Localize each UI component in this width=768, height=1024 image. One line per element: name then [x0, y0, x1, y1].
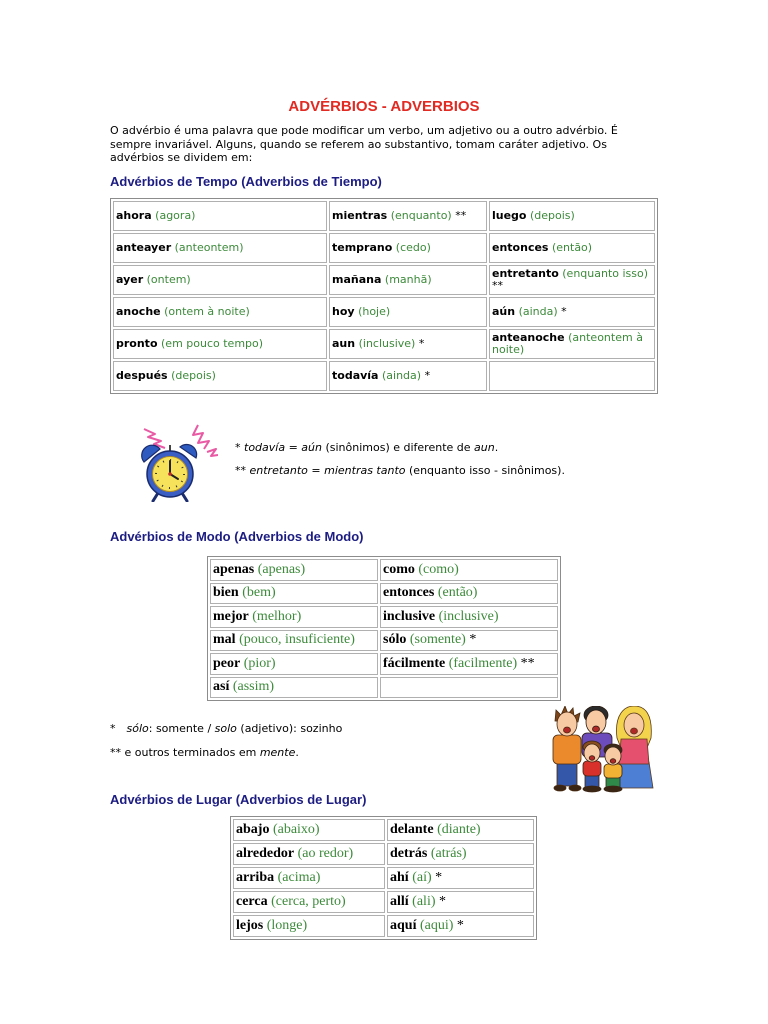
footnote-text: ** e outros terminados em	[110, 746, 260, 759]
ringing-line	[193, 425, 209, 449]
modo-cell	[210, 559, 378, 581]
section-heading-modo: Advérbios de Modo (Adverbios de Modo)	[110, 529, 364, 544]
adverb-translation: (melhor)	[252, 608, 302, 624]
ringing-line	[207, 449, 218, 456]
adverb-word: sólo	[383, 632, 407, 648]
adverb-word: pronto	[116, 337, 158, 350]
adverb-word: aquí	[390, 918, 417, 933]
footnote-term: entretanto = mientras tanto	[249, 464, 406, 477]
adverb-word: ahí	[390, 870, 409, 885]
table-row	[113, 265, 655, 295]
kid-left-shoe	[583, 786, 601, 792]
tempo-cell	[489, 297, 655, 327]
tempo-cell	[329, 361, 487, 391]
adverb-translation: (enquanto)	[390, 209, 452, 222]
tempo-cell	[329, 297, 487, 327]
adverb-word: después	[116, 369, 168, 382]
lugar-cell	[387, 843, 534, 865]
adverb-translation: (diante)	[437, 822, 481, 837]
table-row	[113, 297, 655, 327]
lugar-cell	[387, 915, 534, 937]
adverb-word: alrededor	[236, 846, 295, 861]
table-row	[210, 606, 558, 628]
family-cartoon-image	[547, 706, 657, 793]
adverb-word: bien	[213, 585, 239, 601]
adverb-word: lejos	[236, 918, 264, 933]
cartoon-kid-right	[604, 744, 622, 792]
footnote-todavia	[235, 441, 498, 454]
empty-cell	[380, 677, 558, 699]
table-row	[113, 233, 655, 263]
lugar-cell	[387, 819, 534, 841]
modo-table	[207, 556, 561, 701]
table-row	[113, 329, 655, 359]
footnote-text: : somente /	[148, 722, 215, 735]
woman-top	[619, 739, 649, 764]
table-row	[210, 630, 558, 652]
intro-line: sempre invariável. Alguns, quando se referem ao substantivo, tomam caráter adjetivo. Os	[110, 137, 607, 151]
intro-line: O advérbio é uma palavra que pode modificar um verbo, um adjetivo ou a outro advérbio. É	[110, 124, 618, 137]
adverb-word: como	[383, 561, 415, 577]
adverb-translation: (pouco, insuficiente)	[239, 632, 355, 648]
adverb-word: temprano	[332, 241, 393, 254]
lugar-table	[230, 816, 537, 940]
adverb-word: hoy	[332, 305, 355, 318]
adverb-word: mientras	[332, 209, 388, 222]
tempo-cell	[113, 265, 327, 295]
adverb-translation: (abaixo)	[272, 822, 320, 837]
footnote-entretanto	[235, 464, 565, 477]
adverb-translation: (atrás)	[430, 846, 467, 861]
adverb-translation: (bem)	[242, 585, 276, 601]
adverb-translation: (ontem)	[146, 273, 191, 286]
footnote-marker: **	[492, 279, 503, 292]
modo-cell	[210, 677, 378, 699]
adverb-translation: (hoje)	[358, 305, 391, 318]
adverb-translation: (depois)	[530, 209, 575, 222]
lugar-cell	[233, 843, 385, 865]
clock-leg	[182, 493, 187, 501]
tempo-cell	[113, 361, 327, 391]
footnote-term: mente	[259, 746, 296, 759]
lugar-cell	[387, 891, 534, 913]
intro-paragraph	[110, 124, 618, 165]
footnote-marker: *	[469, 632, 477, 648]
footnote-term: solo	[214, 722, 237, 735]
cartoon-kid-left	[583, 741, 601, 792]
tempo-cell	[329, 329, 487, 359]
kid-right-mouth	[610, 759, 616, 764]
adverb-word: fácilmente	[383, 655, 446, 671]
adverb-translation: (apenas)	[257, 561, 306, 577]
cartoon-man-left	[553, 706, 581, 791]
tempo-cell	[489, 265, 655, 295]
alarm-clock-image	[140, 424, 218, 502]
adverb-translation: (anteontem à noite)	[492, 331, 643, 356]
adverb-translation: (acima)	[277, 870, 321, 885]
footnote-marker: *	[435, 870, 443, 885]
footnote-marker: *	[235, 441, 244, 454]
footnote-marker: *	[424, 369, 431, 382]
adverb-word: entonces	[492, 241, 549, 254]
tempo-cell	[113, 329, 327, 359]
footnote-mente	[110, 746, 299, 759]
adverb-translation: (aí)	[412, 870, 432, 885]
table-row	[210, 559, 558, 581]
kid-right-shirt	[604, 764, 622, 778]
table-row	[210, 583, 558, 605]
adverb-word: anoche	[116, 305, 161, 318]
adverb-word: apenas	[213, 561, 255, 577]
kid-left-shirt	[583, 761, 601, 776]
table-row	[233, 867, 534, 889]
adverb-word: entretanto	[492, 267, 559, 280]
adverb-translation: (cerca, perto)	[271, 894, 346, 909]
man-left-shirt	[553, 735, 581, 764]
table-row	[210, 653, 558, 675]
adverb-translation: (agora)	[155, 209, 196, 222]
modo-cell	[380, 653, 558, 675]
table-row	[113, 201, 655, 231]
adverb-word: anteanoche	[492, 331, 565, 344]
modo-cell	[380, 583, 558, 605]
tempo-cell	[489, 329, 655, 359]
adverb-translation: (ao redor)	[297, 846, 354, 861]
adverb-translation: (então)	[437, 585, 478, 601]
adverb-translation: (longe)	[266, 918, 308, 933]
footnote-marker: *	[439, 894, 446, 909]
tempo-cell	[329, 265, 487, 295]
modo-cell	[380, 630, 558, 652]
adverb-word: inclusive	[383, 608, 436, 624]
woman-mouth	[631, 728, 638, 734]
man-left-shoe	[554, 785, 566, 791]
man-left-shoe	[569, 785, 581, 791]
adverb-translation: (ainda)	[381, 369, 422, 382]
man-middle-mouth	[593, 726, 600, 732]
section-heading-lugar: Advérbios de Lugar (Adverbios de Lugar)	[110, 792, 367, 807]
adverb-translation: (ontem à noite)	[164, 305, 250, 318]
lugar-cell	[233, 891, 385, 913]
adverb-word: mejor	[213, 608, 249, 624]
footnote-text: .	[295, 746, 299, 759]
adverb-translation: (enquanto isso)	[562, 267, 649, 280]
adverb-word: detrás	[390, 846, 428, 861]
adverb-word: anteayer	[116, 241, 172, 254]
clock-center	[168, 472, 172, 476]
adverb-translation: (pior)	[243, 655, 276, 671]
adverb-translation: (aqui)	[419, 918, 454, 933]
adverb-translation: (como)	[418, 561, 459, 577]
lugar-cell	[387, 867, 534, 889]
tempo-cell	[113, 233, 327, 263]
adverb-word: ahora	[116, 209, 152, 222]
footnote-marker: **	[455, 209, 467, 222]
adverb-word: delante	[390, 822, 434, 837]
adverb-translation: (somente)	[409, 632, 466, 648]
footnote-marker: **	[520, 655, 535, 671]
adverb-word: entonces	[383, 585, 435, 601]
adverb-translation: (ali)	[412, 894, 436, 909]
adverb-translation: (depois)	[171, 369, 216, 382]
footnote-term: todavía = aún	[244, 441, 322, 454]
table-row	[233, 891, 534, 913]
empty-cell	[489, 361, 655, 391]
footnote-term: aun	[474, 441, 495, 454]
modo-cell	[380, 559, 558, 581]
adverb-word: abajo	[236, 822, 270, 837]
footnote-text: .	[494, 441, 499, 454]
adverb-word: peor	[213, 655, 241, 671]
footnote-marker: *	[418, 337, 425, 350]
adverb-word: así	[213, 679, 230, 695]
adverb-word: arriba	[236, 870, 275, 885]
footnote-marker: *	[110, 722, 116, 735]
clock-leg	[153, 493, 158, 501]
adverb-word: luego	[492, 209, 527, 222]
adverb-translation: (então)	[551, 241, 593, 254]
man-left-mouth	[564, 727, 571, 733]
modo-cell	[210, 606, 378, 628]
tempo-cell	[329, 233, 487, 263]
footnote-text: (sinônimos) e diferente de	[321, 441, 475, 454]
tempo-cell	[329, 201, 487, 231]
footnote-solo	[110, 722, 342, 735]
adverb-translation: (cedo)	[395, 241, 431, 254]
footnote-text: (enquanto isso - sinônimos).	[405, 464, 565, 477]
tempo-table	[110, 198, 658, 394]
lugar-cell	[233, 867, 385, 889]
adverb-translation: (inclusive)	[358, 337, 416, 350]
table-row	[233, 819, 534, 841]
adverb-word: aún	[492, 305, 516, 318]
table-row	[233, 843, 534, 865]
adverb-translation: (em pouco tempo)	[161, 337, 264, 350]
adverb-translation: (anteontem)	[174, 241, 244, 254]
man-left-pants	[557, 761, 577, 786]
kid-left-mouth	[589, 756, 595, 761]
modo-cell	[210, 583, 378, 605]
intro-line: advérbios se dividem em:	[110, 151, 253, 164]
section-heading-tempo: Advérbios de Tempo (Adverbios de Tiempo)	[110, 174, 382, 189]
tempo-cell	[113, 201, 327, 231]
modo-cell	[210, 653, 378, 675]
table-row	[233, 915, 534, 937]
adverb-word: ayer	[116, 273, 144, 286]
tempo-cell	[489, 233, 655, 263]
adverb-word: allí	[390, 894, 409, 909]
footnote-marker: *	[561, 305, 567, 318]
adverb-word: mañana	[332, 273, 382, 286]
kid-right-shoe	[604, 786, 622, 792]
modo-cell	[210, 630, 378, 652]
footnote-marker: *	[456, 918, 464, 933]
adverb-word: cerca	[236, 894, 268, 909]
adverb-translation: (ainda)	[518, 305, 558, 318]
adverb-translation: (assim)	[232, 679, 275, 695]
footnote-marker: **	[235, 464, 250, 477]
modo-cell	[380, 606, 558, 628]
adverb-word: todavía	[332, 369, 379, 382]
page-title: ADVÉRBIOS - ADVERBIOS	[288, 98, 480, 115]
footnote-term: sólo	[126, 722, 149, 735]
footnote-text: (adjetivo): sozinho	[236, 722, 343, 735]
lugar-cell	[233, 915, 385, 937]
woman-skirt	[617, 762, 653, 788]
adverb-word: aun	[332, 337, 356, 350]
adverb-translation: (inclusive)	[438, 608, 499, 624]
adverb-translation: (facilmente)	[448, 655, 518, 671]
table-row	[113, 361, 655, 391]
table-row	[210, 677, 558, 699]
tempo-cell	[489, 201, 655, 231]
tempo-cell	[113, 297, 327, 327]
adverb-translation: (manhã)	[384, 273, 432, 286]
lugar-cell	[233, 819, 385, 841]
adverb-word: mal	[213, 632, 236, 648]
